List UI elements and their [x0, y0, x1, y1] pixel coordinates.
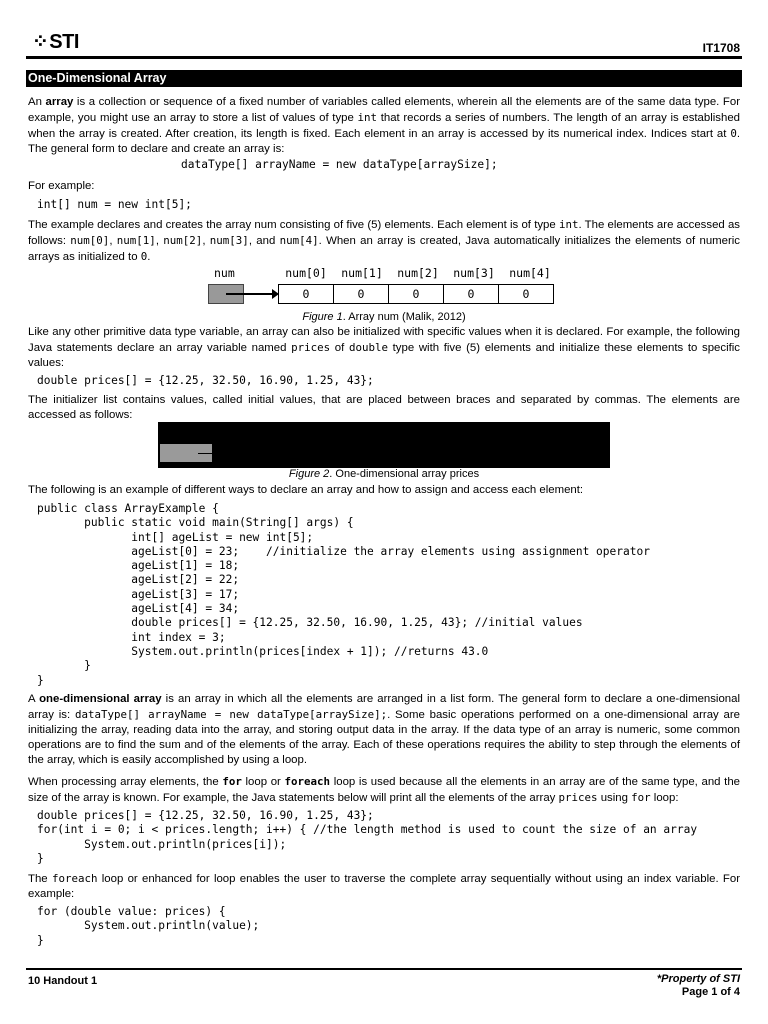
reference-line	[198, 453, 212, 454]
paragraph-initializer-list: The initializer list contains values, called initial values, that are placed between braces and separated by commas. The elements are accessed as follows:	[28, 394, 740, 421]
array-cell: 0	[443, 284, 499, 304]
code-line: }	[37, 659, 91, 673]
index-label: num[0]	[285, 266, 327, 280]
code-line: }	[37, 673, 44, 687]
code-line: System.out.println(prices[i]);	[37, 837, 287, 851]
section-title: One-Dimensional Array	[26, 70, 742, 87]
paragraph-initialization: Like any other primitive data type variable, an array can also be initialized with specific values when it is declared. For example, the following Java statements declare an array variable named prices of double type with five (5) elements and initialize these elements to specific values:	[28, 326, 740, 369]
example-code-num: int[] num = new int[5];	[37, 198, 192, 211]
code-for-loop	[37, 809, 697, 866]
paragraph-processing: When processing array elements, the for loop or foreach loop is used because all the elements in an array are of the same type, and the size of the array is known. For example, the Java statements below will print all the elements of the array prices using for loop:	[28, 775, 740, 804]
paragraph-one-dimensional: A one-dimensional array is an array in which all the elements are arranged in a list form. The general form to declare a one-dimensional array is: dataType[] arrayName = new dataType[arraySize];. Some basic operations performed on a one-dimensional array are initializing the array, reading data into the array, and storing output data in the array. If the data type of an array is numeric, some common operations are to find the sum and of the elements of the array. Each of these operations requires the ability to step through the elements of the array, which is easily accomplished by using a loop.	[28, 693, 741, 766]
figure2-caption: Figure 2. One-dimensional array prices	[288, 468, 480, 480]
for-example-label: For example:	[28, 180, 95, 192]
code-line: int index = 3;	[37, 630, 226, 644]
code-line: }	[37, 851, 44, 865]
sti-swirl-icon: ⁘	[32, 31, 49, 53]
code-line: System.out.println(value);	[37, 919, 260, 933]
logo-text: STI	[49, 31, 79, 53]
code-line: System.out.println(prices[index + 1]); //returns 43.0	[37, 644, 489, 658]
footer-handout: 10 Handout 1	[28, 975, 98, 987]
code-line: double prices[] = {12.25, 32.50, 16.90, 1.25, 43}; //initial values	[37, 616, 583, 630]
code-line: double prices[] = {12.25, 32.50, 16.90, 1.25, 43};	[37, 809, 374, 822]
intro-paragraph: An array is a collection or sequence of a fixed number of variables called elements, wherein all the elements are of the same data type. For example, you might use an array to store a list of values of type int that records a series of numbers. The length of an array is established when the array is created. After creation, its length is fixed. Each element in an array is accessed by its numerical index. Indices start at 0. The general form to declare and create an array is:	[28, 96, 740, 155]
array-syntax: dataType[] arrayName = new dataType[arraySize];	[181, 158, 498, 171]
paragraph-example-intro: The following is an example of different ways to declare an array and how to assign and access each element:	[28, 484, 584, 496]
header-rule	[26, 56, 742, 59]
footer-rule	[26, 968, 742, 970]
code-line: public class ArrayExample {	[37, 502, 219, 515]
code-line: ageList[1] = 18;	[37, 559, 240, 573]
index-label: num[1]	[341, 266, 383, 280]
footer-page-number: Page 1 of 4	[681, 986, 740, 998]
code-line: }	[37, 933, 44, 947]
reference-arrow	[226, 293, 275, 295]
footer-right	[657, 973, 740, 999]
index-label: num[2]	[397, 266, 439, 280]
code-line: ageList[0] = 23; //initialize the array elements using assignment operator	[37, 544, 650, 558]
array-cell: 0	[333, 284, 389, 304]
footer-property: *Property of STI	[656, 973, 740, 985]
code-array-example	[37, 502, 650, 688]
figure-array-prices	[158, 422, 610, 468]
figure-array-num	[208, 264, 568, 308]
index-label: num[3]	[453, 266, 495, 280]
array-cell: 0	[498, 284, 554, 304]
code-line: for (double value: prices) {	[37, 905, 226, 918]
figure1-caption: Figure 1. Array num (Malik, 2012)	[302, 311, 466, 323]
array-cell: 0	[388, 284, 444, 304]
sti-logo	[32, 29, 79, 54]
index-label: num[4]	[509, 266, 551, 280]
code-line: ageList[4] = 34;	[37, 602, 240, 616]
paragraph-element-access: The example declares and creates the array num consisting of five (5) elements. Each element is of type int. The elements are accessed as follows: num[0], num[1], num[2], num[3], and num[4]. When an array is created, Java automatically initializes the elements of numeric arrays as initialized to 0.	[28, 218, 741, 263]
array-cell: 0	[278, 284, 334, 304]
document-code: IT1708	[702, 41, 740, 55]
code-line: for(int i = 0; i < prices.length; i++) { //the length method is used to count the size of an array	[37, 823, 698, 837]
code-line: ageList[2] = 22;	[37, 573, 240, 587]
prices-declaration-code: double prices[] = {12.25, 32.50, 16.90, 1.25, 43};	[37, 374, 374, 387]
paragraph-foreach: The foreach loop or enhanced for loop enables the user to traverse the complete array sequentially without using an index variable. For example:	[28, 872, 741, 900]
code-line: public static void main(String[] args) {	[37, 516, 354, 530]
code-foreach-loop	[37, 905, 259, 948]
code-line: ageList[3] = 17;	[37, 587, 240, 601]
code-line: int[] ageList = new int[5];	[37, 530, 314, 544]
array-variable-label: num	[214, 266, 235, 280]
